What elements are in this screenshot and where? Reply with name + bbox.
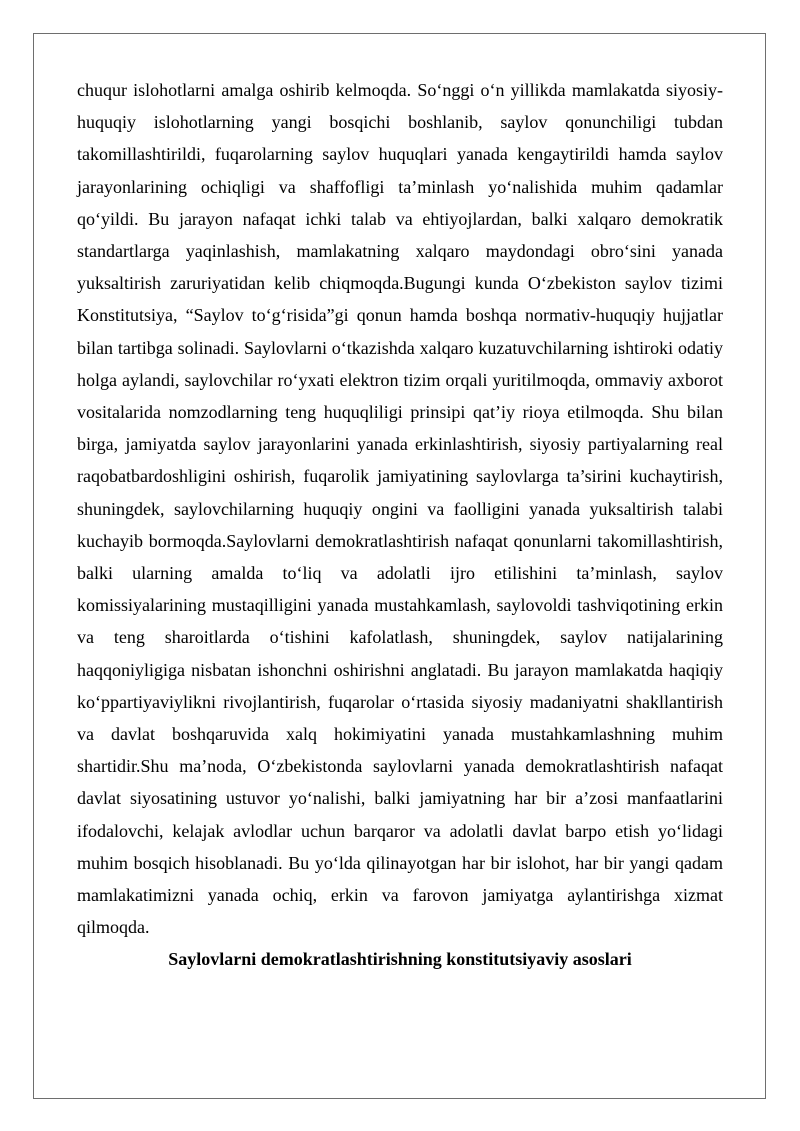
section-heading: Saylovlarni demokratlashtirishning konstitutsiyaviy asoslari bbox=[168, 949, 632, 970]
page-content bbox=[77, 74, 723, 976]
body-paragraph: chuqur islohotlarni amalga oshirib kelmoqda. So‘nggi o‘n yillikda mamlakatda siyosiy- huquqiy islohotlarning yangi bosqichi boshlanib, saylov qonunchiligi tubdan takomillashtirildi, fuqarolarning saylov huquqlari yanada kengaytirildi hamda saylov jarayonlarining ochiqligi va shaffofligi ta’minlash yo‘nalishida muhim qadamlar qo‘yildi. Bu jarayon nafaqat ichki talab va ehtiyojlardan, balki xalqaro demokratik standartlarga yaqinlashish, mamlakatning xalqaro maydondagi obro‘sini yanada yuksaltirish zaruriyatidan kelib chiqmoqda.Bugungi kunda O‘zbekiston saylov tizimi Konstitutsiya, “Saylov to‘g‘risida”gi qonun hamda boshqa normativ-huquqiy hujjatlar bilan tartibga solinadi. Saylovlarni o‘tkazishda xalqaro kuzatuvchilarning ishtiroki odatiy holga aylandi, saylovchilar ro‘yxati elektron tizim orqali yuritilmoqda, ommaviy axborot vositalarida nomzodlarning teng huquqliligi prinsipi qat’iy rioya etilmoqda. Shu bilan birga, jamiyatda saylov jarayonlarini yanada erkinlashtirish, siyosiy partiyalarning real raqobatbardoshligini oshirish, fuqarolik jamiyatining saylovlarga ta’sirini kuchaytirish, shuningdek, saylovchilarning huquqiy ongini va faolligini yanada yuksaltirish talabi kuchayib bormoqda.Saylovlarni demokratlashtirish nafaqat qonunlarni takomillashtirish, balki ularning amalda to‘liq va adolatli ijro etilishini ta’minlash, saylov komissiyalarining mustaqilligini yanada mustahkamlash, saylovoldi tashviqotining erkin va teng sharoitlarda o‘tishini kafolatlash, shuningdek, saylov natijalarining haqqoniyligiga nisbatan ishonchni oshirishni anglatadi. Bu jarayon mamlakatda haqiqiy ko‘ppartiyaviylikni rivojlantirish, fuqarolar o‘rtasida siyosiy madaniyatni shakllantirish va davlat boshqaruvida xalq hokimiyatini yanada mustahkamlashning muhim shartidir.Shu ma’noda, O‘zbekistonda saylovlarni yanada demokratlashtirish nafaqat davlat siyosatining ustuvor yo‘nalishi, balki jamiyatning har bir a’zosi manfaatlarini ifodalovchi, kelajak avlodlar uchun barqaror va adolatli davlat barpo etish yo‘lidagi muhim bosqich hisoblanadi. Bu yo‘lda qilinayotgan har bir islohot, har bir yangi qadam mamlakatimizni yanada ochiq, erkin va farovon jamiyatga aylantirishga xizmat qilmoqda. bbox=[77, 80, 723, 938]
